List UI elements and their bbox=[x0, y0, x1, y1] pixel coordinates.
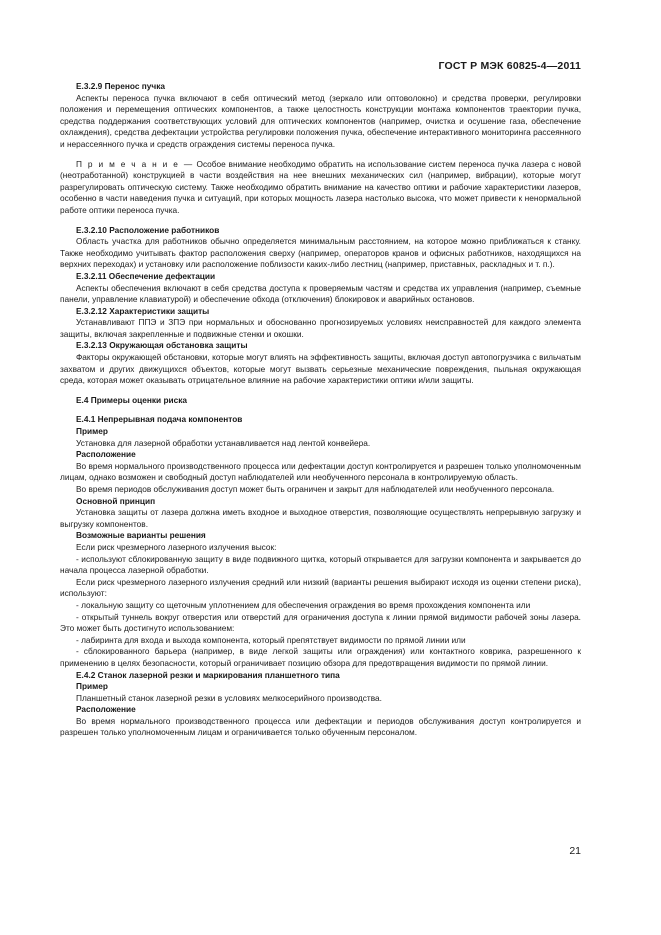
list-item: - сблокированного барьера (например, в виде легкой защиты или ограждения) или контактного коврика, разрешенного к применению в целях безопасности, который ограничивает позицию обзора для предотвращения видимости по прямой линии. bbox=[60, 646, 581, 668]
paragraph: Во время нормального производственного процесса или дефектации доступ контролируется и разрешен только уполномоченным лицам, однако возможен и свободный доступ наблюдателей или необученного персонала в контролируемую область. bbox=[60, 460, 581, 483]
section-heading: Е.4 Примеры оценки риска bbox=[76, 394, 188, 405]
subheading: Основной принцип bbox=[76, 495, 156, 506]
paragraph: Во время нормального производственного процесса или дефектации и периодов обслуживания доступ контролируется и разрешен только уполномоченным лицам и ограничивается только обученным персоналом. bbox=[60, 715, 581, 738]
note-label: П р и м е ч а н и е — bbox=[76, 158, 194, 169]
section-heading: Е.3.2.10 Расположение работников bbox=[76, 224, 220, 235]
paragraph: Факторы окружающей обстановки, которые могут влиять на эффективность защиты, включая доступ автопогрузчика с вильчатым захватом и других движущихся объектов, которые могут вызвать серьезные механические повреждения, пыльная окружающая среда, которая может оказывать отрицательное влияние на рабочие характеристики оптики и/или защиты. bbox=[60, 352, 581, 386]
paragraph: Планшетный станок лазерной резки в условиях мелкосерийного производства. bbox=[76, 692, 382, 703]
list-item: - локальную защиту со щеточным уплотнением для обеспечения ограждения во время прохождения компонента или bbox=[76, 599, 531, 610]
note-paragraph bbox=[60, 159, 581, 217]
paragraph: Устанавливают ППЭ и ЗПЭ при нормальных и обоснованно прогнозируемых условиях неисправностей для каждого элемента защиты, включая закрепленные и подвижные стенки и окошки. bbox=[60, 317, 581, 339]
section-heading: Е.4.2 Станок лазерной резки и маркирования планшетного типа bbox=[76, 669, 340, 680]
paragraph: Область участка для работников обычно определяется минимальным расстоянием, на которое можно приближаться к станку. Также необходимо учитывать фактор расположения сверху (например, операторов кранов и офисных работников, находящихся на верхних переходах) и установку или расположение поблизости каких-либо лестниц (например, приставных, раскладных и т. п.). bbox=[60, 236, 581, 270]
paragraph: Установка для лазерной обработки устанавливается над лентой конвейера. bbox=[76, 437, 371, 448]
page-number: 21 bbox=[569, 845, 581, 857]
section-heading: Е.3.2.9 Перенос пучка bbox=[76, 81, 165, 91]
paragraph: Аспекты переноса пучка включают в себя оптический метод (зеркало или оптоволокно) и средства проверки, регулировки положения и перемещения оптических компонентов, а также целостность конструкции монтажа компонентов траектории пучка, средства поддержания соответствующих условий для оптических компонентов (например, очистка и осушение газа, обеспечение охлаждения), средства дефектации устройства регулировки положения пучка, обеспечение интерактивного мониторинга рассеянного и нерассеянного пучка и средств ограждения системы переноса пучка. bbox=[60, 92, 581, 149]
section-heading: Е.3.2.12 Характеристики защиты bbox=[76, 305, 210, 316]
subheading: Пример bbox=[76, 426, 108, 437]
paragraph: Во время периодов обслуживания доступ может быть ограничен и закрыт для наблюдателей или необученного персонала. bbox=[76, 484, 555, 494]
subheading: Расположение bbox=[76, 449, 136, 460]
section-heading: Е.4.1 Непрерывная подача компонентов bbox=[76, 414, 243, 425]
document-header: ГОСТ Р МЭК 60825-4—2011 bbox=[438, 60, 581, 72]
note-text: Особое внимание необходимо обратить на использование систем переноса пучка лазера с новой (неотработанной) конструкцией в части воздействия на нее внешних механических сил (например, вибрации), которые могут разрегулировать оптическую систему. Также необходимо обратить внимание на качество оптики и рабочие характеристики лазеров, особенно в части наведения пучка и ситуаций, при которых мощность лазера настолько высока, что может привести к ненормальной работе оптики переноса пучка. bbox=[60, 158, 581, 215]
section-heading: Е.3.2.11 Обеспечение дефектации bbox=[76, 270, 216, 281]
list-item: - открытый туннель вокруг отверстия или отверстий для ограничения доступа к линии прямой видимости рабочей зоны лазера. Это может быть достигнуто использованием: bbox=[60, 611, 581, 634]
subheading: Пример bbox=[76, 681, 108, 692]
document-body bbox=[60, 81, 581, 739]
paragraph: Если риск чрезмерного лазерного излучения высок: bbox=[76, 541, 277, 552]
subheading: Возможные варианты решения bbox=[76, 530, 206, 541]
paragraph: Установка защиты от лазера должна иметь входное и выходное отверстия, позволяющие осуществлять непрерывную загрузку и выгрузку компонентов. bbox=[60, 507, 581, 529]
subheading: Расположение bbox=[76, 704, 136, 715]
list-item: - лабиринта для входа и выхода компонента, который препятствует видимости по прямой линии или bbox=[76, 634, 466, 645]
paragraph: Если риск чрезмерного лазерного излучения средний или низкий (варианты решения выбирают исходя из оценки степени риска), используют: bbox=[60, 576, 581, 599]
list-item: - используют сблокированную защиту в виде подвижного щитка, который открывается для загрузки компонента и закрывается до начала процесса лазерной обработки. bbox=[60, 553, 581, 576]
paragraph: Аспекты обеспечения включают в себя средства доступа к проверяемым частям и средства их управления (например, съемные панели, управление клавиатурой) и обеспечение обхода (отключения) блокировок и аварийных остановов. bbox=[60, 282, 581, 305]
section-heading: Е.3.2.13 Окружающая обстановка защиты bbox=[76, 340, 248, 351]
